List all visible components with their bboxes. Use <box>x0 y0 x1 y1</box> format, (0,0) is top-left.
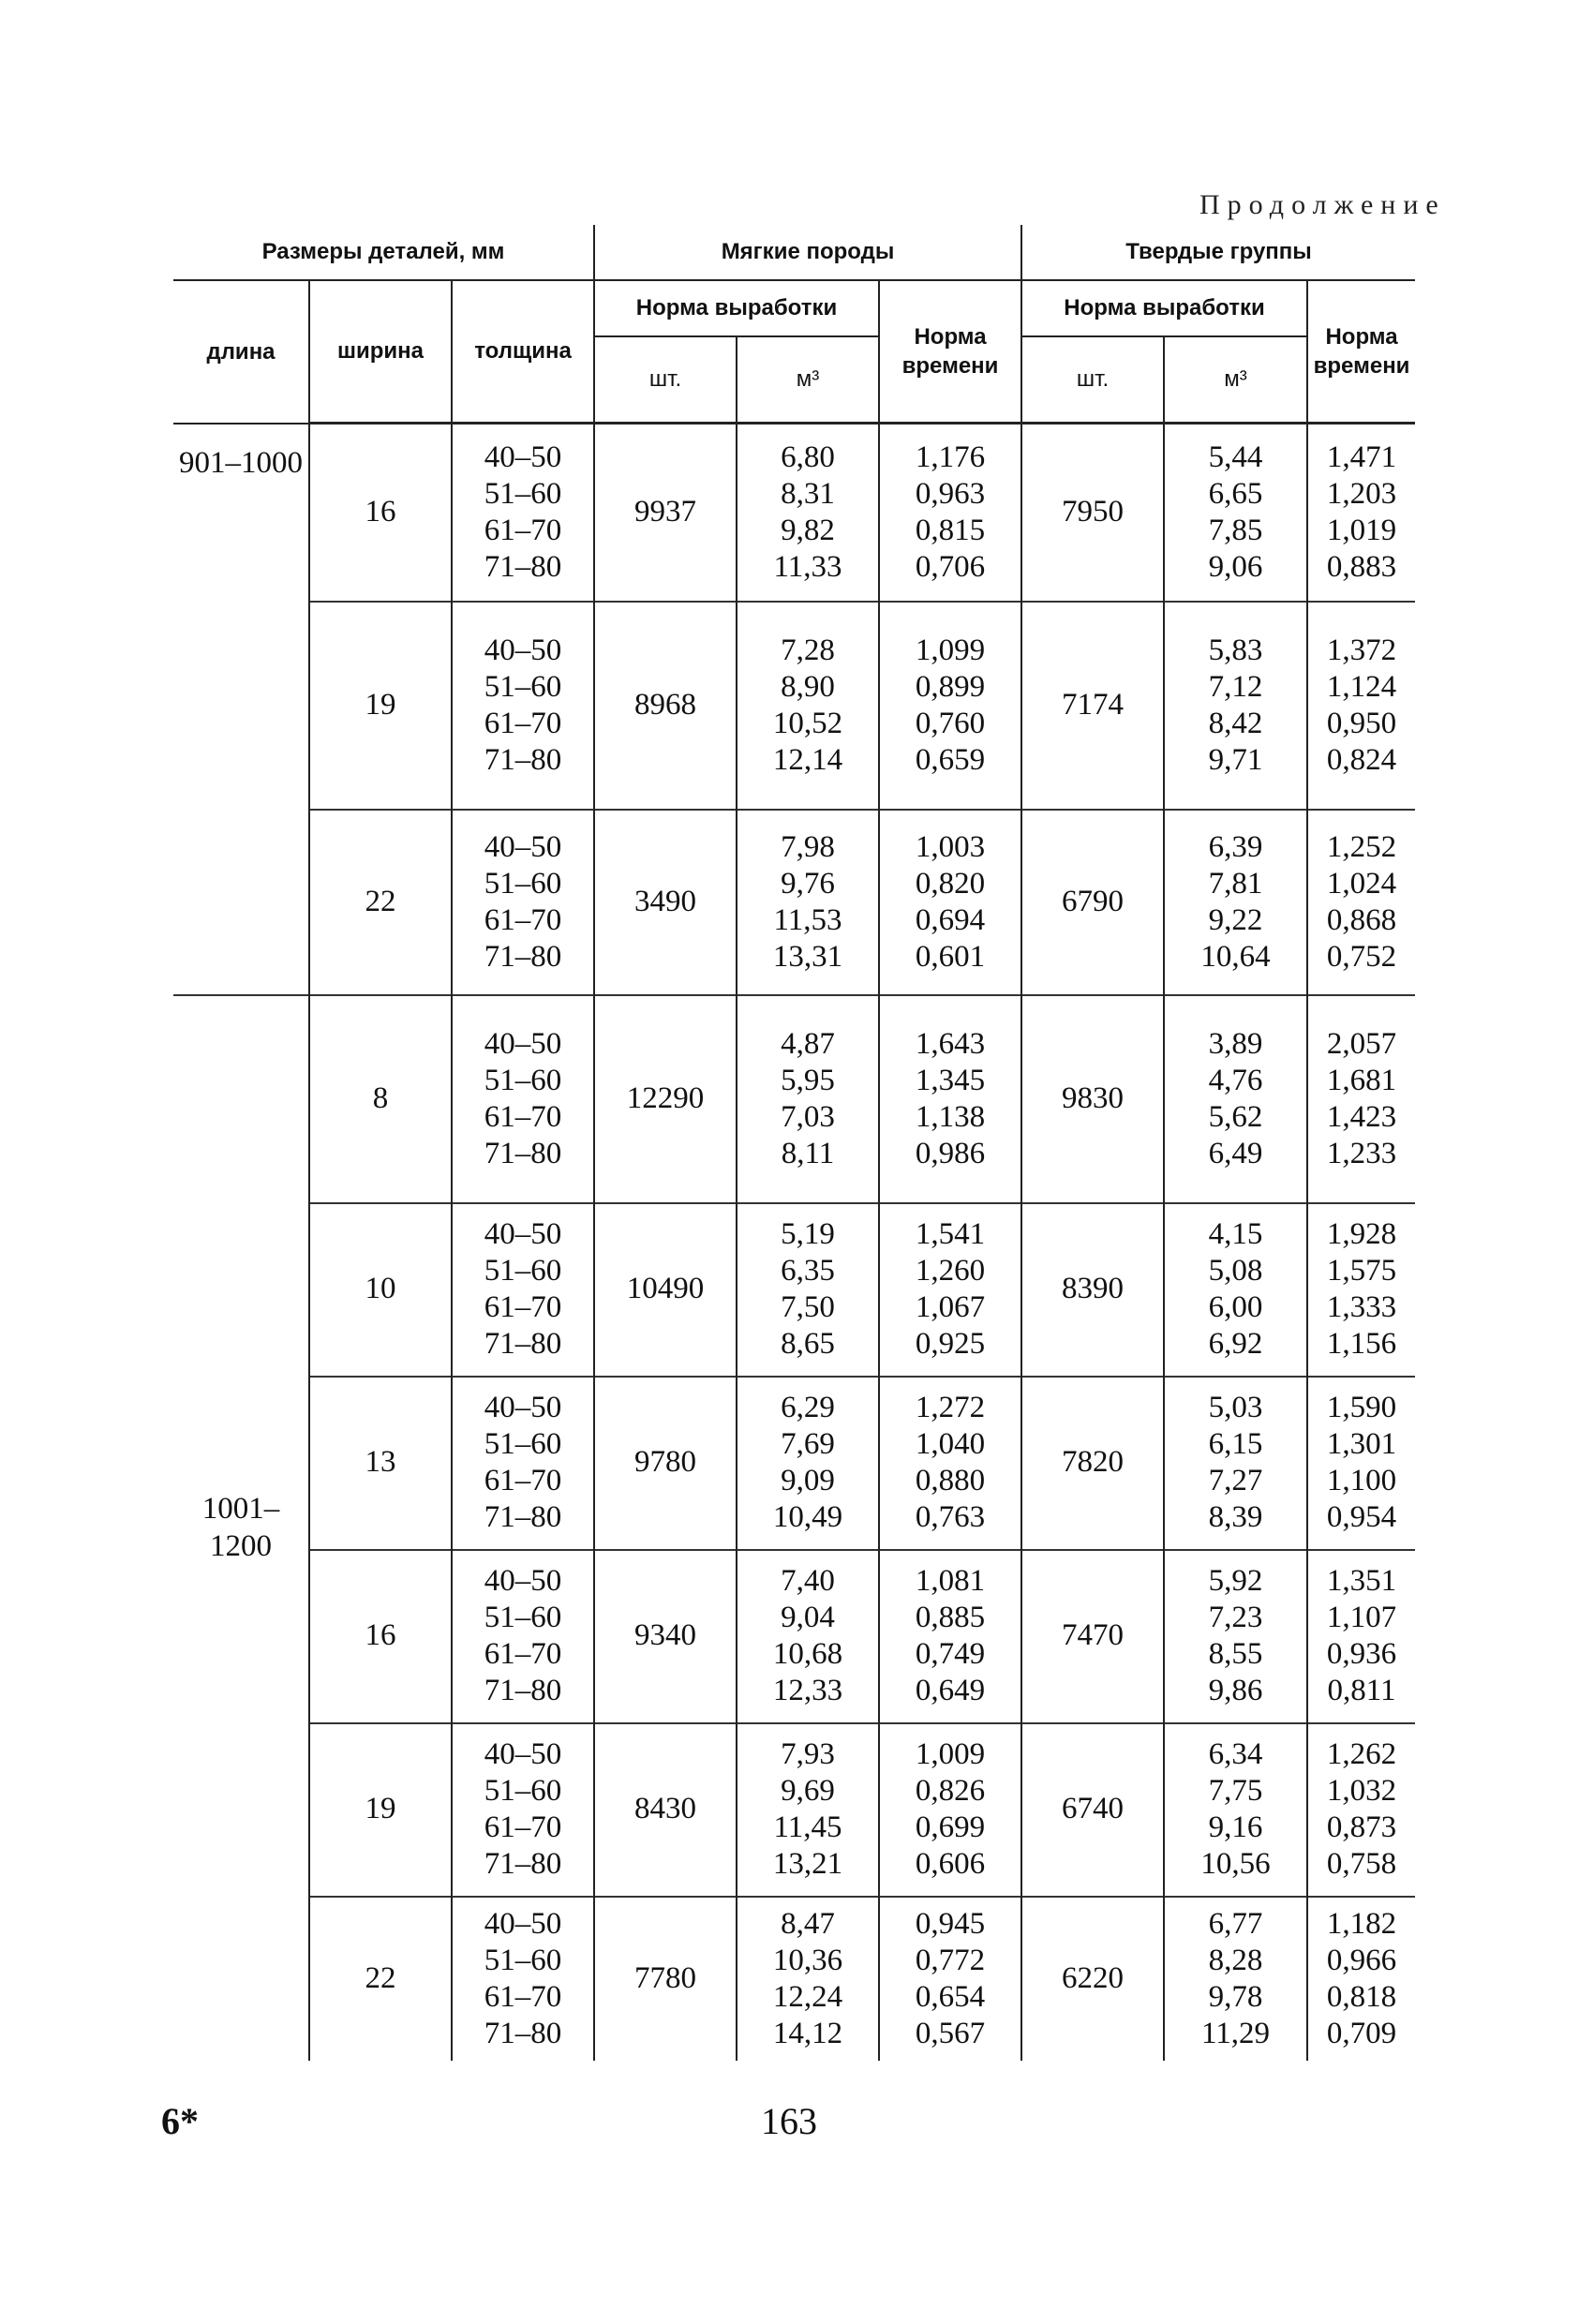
thickness-value: 61–70 <box>484 706 562 740</box>
table-row <box>173 1377 1415 1550</box>
time-soft-value: 0,699 <box>915 1810 986 1844</box>
time-soft-value: 0,763 <box>915 1500 986 1534</box>
m3-hard-value: 3,89 <box>1208 1026 1263 1061</box>
table-row <box>173 810 1415 995</box>
m3-soft-value: 11,53 <box>773 902 842 937</box>
m3-soft-value: 12,14 <box>772 742 843 777</box>
thickness-value: 40–50 <box>484 1026 562 1061</box>
width-cell: 8 <box>309 995 452 1203</box>
m3-hard-value: 6,77 <box>1208 1906 1263 1941</box>
header-output-norm-hard: Норма выработки <box>1021 280 1307 336</box>
m3-hard-value: 10,56 <box>1200 1847 1271 1881</box>
time-soft-value: 0,986 <box>915 1136 986 1170</box>
time-soft-value: 1,003 <box>915 829 986 864</box>
time-soft-cell <box>879 1723 1021 1897</box>
time-soft-value: 0,567 <box>915 2016 986 2050</box>
thickness-value: 40–50 <box>484 829 562 864</box>
thickness-value: 51–60 <box>484 1774 562 1808</box>
thickness-value: 51–60 <box>484 1063 562 1097</box>
thickness-value: 61–70 <box>484 1810 562 1844</box>
pcs-hard-cell: 8390 <box>1021 1203 1164 1377</box>
thickness-value: 61–70 <box>484 1099 562 1134</box>
header-pcs-hard: шт. <box>1021 336 1164 424</box>
time-hard-value: 1,024 <box>1326 866 1397 901</box>
m3-hard-value: 8,39 <box>1208 1500 1263 1534</box>
time-soft-value: 0,760 <box>915 706 986 740</box>
thickness-value: 61–70 <box>484 1464 562 1497</box>
time-hard-cell <box>1307 424 1415 602</box>
m3-hard-cell <box>1164 602 1307 810</box>
m3-soft-value: 9,76 <box>781 866 835 901</box>
m3-soft-cell <box>737 1377 879 1550</box>
thickness-value: 71–80 <box>484 1674 562 1707</box>
time-hard-value: 1,100 <box>1326 1464 1397 1497</box>
m3-hard-value: 7,12 <box>1208 669 1263 704</box>
time-hard-value: 0,818 <box>1326 1979 1397 2014</box>
m3-hard-cell <box>1164 1897 1307 2061</box>
time-soft-value: 0,945 <box>915 1906 986 1941</box>
table-row <box>173 1550 1415 1723</box>
m3-hard-value: 8,28 <box>1208 1943 1263 1977</box>
length-cell: 901–1000 <box>173 424 309 995</box>
time-soft-value: 0,826 <box>915 1774 986 1808</box>
thickness-value: 71–80 <box>484 939 562 974</box>
header-pcs-soft: шт. <box>594 336 737 424</box>
thickness-cell <box>452 1203 594 1377</box>
m3-soft-value: 7,03 <box>781 1099 835 1134</box>
header-time-norm-soft: Норма времени <box>879 280 1021 424</box>
time-hard-value: 1,590 <box>1326 1391 1397 1424</box>
header-time-norm-hard: Норма времени <box>1307 280 1415 424</box>
m3-hard-value: 6,39 <box>1208 829 1263 864</box>
time-soft-cell <box>879 1203 1021 1377</box>
time-hard-value: 1,928 <box>1326 1217 1397 1251</box>
time-hard-value: 0,950 <box>1326 706 1397 740</box>
m3-soft-value: 9,09 <box>781 1464 835 1497</box>
time-soft-value: 0,885 <box>915 1601 986 1634</box>
pcs-hard-cell: 6740 <box>1021 1723 1164 1897</box>
time-hard-cell <box>1307 810 1415 995</box>
thickness-cell <box>452 1550 594 1723</box>
time-soft-value: 1,176 <box>915 439 986 474</box>
time-hard-value: 1,575 <box>1326 1254 1397 1288</box>
table-row <box>173 1203 1415 1377</box>
thickness-value: 40–50 <box>484 1391 562 1424</box>
pcs-soft-cell: 12290 <box>594 995 737 1203</box>
m3-hard-cell <box>1164 424 1307 602</box>
norms-table <box>173 225 1415 2061</box>
pcs-soft-cell: 9780 <box>594 1377 737 1550</box>
m3-hard-value: 6,92 <box>1208 1327 1263 1361</box>
time-hard-cell <box>1307 1723 1415 1897</box>
thickness-value: 71–80 <box>484 1847 562 1881</box>
time-hard-value: 1,423 <box>1326 1099 1397 1134</box>
m3-soft-cell <box>737 1897 879 2061</box>
thickness-value: 40–50 <box>484 1737 562 1771</box>
m3-soft-value: 11,33 <box>773 549 842 584</box>
width-cell: 22 <box>309 1897 452 2061</box>
time-hard-value: 0,873 <box>1326 1810 1397 1844</box>
m3-hard-cell <box>1164 1203 1307 1377</box>
time-soft-value: 1,138 <box>915 1099 986 1134</box>
time-soft-value: 0,601 <box>915 939 986 974</box>
time-soft-value: 0,649 <box>915 1674 986 1707</box>
time-soft-value: 0,749 <box>915 1637 986 1671</box>
m3-hard-value: 8,42 <box>1208 706 1263 740</box>
m3-soft-value: 7,93 <box>781 1737 835 1771</box>
m3-soft-value: 8,47 <box>781 1906 835 1941</box>
table-row <box>173 1897 1415 2061</box>
m3-soft-value: 13,31 <box>772 939 843 974</box>
thickness-value: 40–50 <box>484 439 562 474</box>
time-soft-value: 1,260 <box>915 1254 986 1288</box>
m3-soft-value: 7,50 <box>781 1290 835 1324</box>
time-soft-value: 1,067 <box>915 1290 986 1324</box>
m3-soft-cell <box>737 602 879 810</box>
m3-hard-value: 5,92 <box>1208 1564 1263 1598</box>
time-soft-value: 0,654 <box>915 1979 986 2014</box>
pcs-soft-cell: 9937 <box>594 424 737 602</box>
thickness-cell <box>452 810 594 995</box>
time-hard-value: 1,156 <box>1326 1327 1397 1361</box>
time-soft-value: 0,706 <box>915 549 986 584</box>
m3-hard-value: 7,81 <box>1208 866 1263 901</box>
m3-hard-value: 7,85 <box>1208 513 1263 547</box>
thickness-value: 61–70 <box>484 1979 562 2014</box>
time-hard-value: 0,752 <box>1326 939 1397 974</box>
time-soft-value: 0,694 <box>915 902 986 937</box>
time-soft-value: 1,099 <box>915 633 986 667</box>
time-hard-value: 0,868 <box>1326 902 1397 937</box>
time-soft-value: 1,345 <box>915 1063 986 1097</box>
time-soft-value: 1,081 <box>915 1564 986 1598</box>
m3-hard-value: 4,15 <box>1208 1217 1263 1251</box>
m3-hard-value: 5,03 <box>1208 1391 1263 1424</box>
thickness-cell <box>452 995 594 1203</box>
time-hard-value: 1,681 <box>1326 1063 1397 1097</box>
time-soft-value: 0,899 <box>915 669 986 704</box>
m3-soft-value: 7,40 <box>781 1564 835 1598</box>
m3-hard-value: 9,71 <box>1208 742 1263 777</box>
time-soft-cell <box>879 1550 1021 1723</box>
thickness-value: 71–80 <box>484 1500 562 1534</box>
time-soft-value: 0,963 <box>915 476 986 511</box>
width-cell: 19 <box>309 1723 452 1897</box>
header-thickness: толщина <box>452 280 594 424</box>
continuation-label: Продолжение <box>1199 189 1446 220</box>
m3-soft-value: 14,12 <box>772 2016 843 2050</box>
time-hard-value: 2,057 <box>1326 1026 1397 1061</box>
m3-hard-value: 7,75 <box>1208 1774 1263 1808</box>
pcs-hard-cell: 7174 <box>1021 602 1164 810</box>
time-soft-value: 1,272 <box>915 1391 986 1424</box>
time-soft-value: 0,772 <box>915 1943 986 1977</box>
time-hard-cell <box>1307 1550 1415 1723</box>
thickness-value: 40–50 <box>484 1906 562 1941</box>
time-soft-cell <box>879 602 1021 810</box>
m3-hard-cell <box>1164 810 1307 995</box>
time-hard-value: 0,966 <box>1326 1943 1397 1977</box>
time-hard-cell <box>1307 995 1415 1203</box>
thickness-value: 71–80 <box>484 742 562 777</box>
m3-hard-value: 6,34 <box>1208 1737 1263 1771</box>
thickness-cell <box>452 1723 594 1897</box>
time-hard-value: 1,203 <box>1326 476 1397 511</box>
thickness-value: 40–50 <box>484 1217 562 1251</box>
pcs-hard-cell: 6790 <box>1021 810 1164 995</box>
time-hard-cell <box>1307 1377 1415 1550</box>
m3-hard-cell <box>1164 995 1307 1203</box>
m3-soft-value: 6,80 <box>781 439 835 474</box>
pcs-hard-cell: 6220 <box>1021 1897 1164 2061</box>
m3-soft-value: 10,52 <box>772 706 843 740</box>
m3-soft-value: 9,04 <box>781 1601 835 1634</box>
header-sizes: Размеры деталей, мм <box>173 225 594 280</box>
width-cell: 16 <box>309 424 452 602</box>
thickness-value: 40–50 <box>484 1564 562 1598</box>
m3-hard-cell <box>1164 1377 1307 1550</box>
m3-hard-value: 7,23 <box>1208 1601 1263 1634</box>
time-soft-value: 0,820 <box>915 866 986 901</box>
header-m3-hard: м³ <box>1164 336 1307 424</box>
m3-soft-value: 4,87 <box>781 1026 835 1061</box>
norms-table-wrapper <box>173 225 1415 2061</box>
m3-hard-value: 9,16 <box>1208 1810 1263 1844</box>
m3-soft-value: 5,95 <box>781 1063 835 1097</box>
thickness-value: 61–70 <box>484 1290 562 1324</box>
m3-hard-value: 5,62 <box>1208 1099 1263 1134</box>
width-cell: 10 <box>309 1203 452 1377</box>
thickness-value: 71–80 <box>484 1327 562 1361</box>
time-soft-cell <box>879 1377 1021 1550</box>
length-cell: 1001–1200 <box>173 995 309 2061</box>
m3-hard-value: 9,06 <box>1208 549 1263 584</box>
thickness-cell <box>452 424 594 602</box>
time-soft-value: 0,659 <box>915 742 986 777</box>
m3-soft-value: 8,90 <box>781 669 835 704</box>
header-width: ширина <box>309 280 452 424</box>
thickness-value: 71–80 <box>484 2016 562 2050</box>
m3-soft-cell <box>737 810 879 995</box>
time-hard-value: 1,032 <box>1326 1774 1397 1808</box>
signature-mark: 6* <box>161 2100 199 2142</box>
pcs-soft-cell: 10490 <box>594 1203 737 1377</box>
time-soft-value: 0,606 <box>915 1847 986 1881</box>
m3-hard-value: 4,76 <box>1208 1063 1263 1097</box>
m3-soft-value: 9,69 <box>781 1774 835 1808</box>
m3-hard-value: 5,44 <box>1208 439 1263 474</box>
m3-soft-cell <box>737 424 879 602</box>
pcs-hard-cell: 7470 <box>1021 1550 1164 1723</box>
m3-hard-value: 5,83 <box>1208 633 1263 667</box>
thickness-value: 61–70 <box>484 513 562 547</box>
m3-soft-value: 10,68 <box>772 1637 843 1671</box>
time-soft-value: 1,643 <box>915 1026 986 1061</box>
m3-hard-cell <box>1164 1550 1307 1723</box>
m3-hard-value: 9,22 <box>1208 902 1263 937</box>
m3-hard-cell <box>1164 1723 1307 1897</box>
thickness-value: 51–60 <box>484 1427 562 1461</box>
time-hard-value: 1,471 <box>1326 439 1397 474</box>
m3-soft-value: 7,28 <box>781 633 835 667</box>
m3-hard-value: 10,64 <box>1200 939 1271 974</box>
m3-soft-value: 8,11 <box>781 1136 835 1170</box>
time-hard-cell <box>1307 1897 1415 2061</box>
time-hard-value: 1,351 <box>1326 1564 1397 1598</box>
time-soft-value: 0,880 <box>915 1464 986 1497</box>
time-hard-value: 1,262 <box>1326 1737 1397 1771</box>
time-hard-value: 0,811 <box>1327 1674 1396 1707</box>
time-hard-cell <box>1307 1203 1415 1377</box>
time-hard-value: 0,824 <box>1326 742 1397 777</box>
m3-hard-value: 8,55 <box>1208 1637 1263 1671</box>
m3-hard-value: 9,86 <box>1208 1674 1263 1707</box>
time-hard-value: 1,333 <box>1326 1290 1397 1324</box>
thickness-value: 61–70 <box>484 902 562 937</box>
m3-hard-value: 7,27 <box>1208 1464 1263 1497</box>
table-row <box>173 995 1415 1203</box>
header-m3-soft: м³ <box>737 336 879 424</box>
m3-soft-value: 7,69 <box>781 1427 835 1461</box>
thickness-value: 51–60 <box>484 866 562 901</box>
m3-soft-value: 7,98 <box>781 829 835 864</box>
time-soft-value: 1,541 <box>915 1217 986 1251</box>
time-soft-cell <box>879 810 1021 995</box>
thickness-value: 40–50 <box>484 633 562 667</box>
page-number: 163 <box>761 2100 817 2142</box>
time-soft-value: 0,925 <box>915 1327 986 1361</box>
thickness-cell <box>452 602 594 810</box>
time-soft-cell <box>879 1897 1021 2061</box>
time-soft-value: 0,815 <box>915 513 986 547</box>
thickness-value: 61–70 <box>484 1637 562 1671</box>
m3-soft-value: 11,45 <box>773 1810 842 1844</box>
width-cell: 13 <box>309 1377 452 1550</box>
time-hard-value: 1,233 <box>1326 1136 1397 1170</box>
m3-hard-value: 6,15 <box>1208 1427 1263 1461</box>
m3-hard-value: 5,08 <box>1208 1254 1263 1288</box>
thickness-value: 71–80 <box>484 1136 562 1170</box>
time-hard-value: 0,709 <box>1326 2016 1397 2050</box>
thickness-value: 51–60 <box>484 1254 562 1288</box>
table-header <box>173 225 1415 424</box>
time-soft-cell <box>879 424 1021 602</box>
m3-soft-value: 10,36 <box>772 1943 843 1977</box>
thickness-cell <box>452 1897 594 2061</box>
pcs-soft-cell: 8968 <box>594 602 737 810</box>
table-row <box>173 1723 1415 1897</box>
m3-soft-cell <box>737 995 879 1203</box>
m3-soft-value: 6,35 <box>781 1254 835 1288</box>
m3-soft-value: 9,82 <box>781 513 835 547</box>
time-soft-value: 1,009 <box>915 1737 986 1771</box>
table-row <box>173 424 1415 602</box>
m3-hard-value: 6,00 <box>1208 1290 1263 1324</box>
width-cell: 22 <box>309 810 452 995</box>
time-soft-value: 1,040 <box>915 1427 986 1461</box>
pcs-soft-cell: 7780 <box>594 1897 737 2061</box>
width-cell: 16 <box>309 1550 452 1723</box>
thickness-value: 71–80 <box>484 549 562 584</box>
thickness-value: 51–60 <box>484 1943 562 1977</box>
m3-soft-value: 12,33 <box>772 1674 843 1707</box>
m3-soft-value: 8,65 <box>781 1327 835 1361</box>
time-hard-value: 1,124 <box>1326 669 1397 704</box>
time-hard-value: 1,252 <box>1326 829 1397 864</box>
pcs-soft-cell: 9340 <box>594 1550 737 1723</box>
time-hard-value: 1,019 <box>1326 513 1397 547</box>
header-soft: Мягкие породы <box>594 225 1021 280</box>
header-output-norm-soft: Норма выработки <box>594 280 879 336</box>
time-hard-value: 1,372 <box>1326 633 1397 667</box>
time-hard-value: 0,936 <box>1326 1637 1397 1671</box>
thickness-value: 51–60 <box>484 476 562 511</box>
m3-soft-value: 8,31 <box>781 476 835 511</box>
time-hard-value: 0,883 <box>1326 549 1397 584</box>
m3-soft-value: 5,19 <box>781 1217 835 1251</box>
pcs-hard-cell: 9830 <box>1021 995 1164 1203</box>
m3-soft-cell <box>737 1203 879 1377</box>
time-hard-cell <box>1307 602 1415 810</box>
header-hard: Твердые группы <box>1021 225 1415 280</box>
pcs-hard-cell: 7820 <box>1021 1377 1164 1550</box>
time-hard-value: 1,182 <box>1326 1906 1397 1941</box>
time-hard-value: 0,954 <box>1326 1500 1397 1534</box>
table-row <box>173 602 1415 810</box>
thickness-cell <box>452 1377 594 1550</box>
time-hard-value: 1,107 <box>1326 1601 1397 1634</box>
m3-hard-value: 11,29 <box>1201 2016 1271 2050</box>
m3-soft-value: 10,49 <box>772 1500 843 1534</box>
m3-soft-value: 12,24 <box>772 1979 843 2014</box>
thickness-value: 51–60 <box>484 1601 562 1634</box>
width-cell: 19 <box>309 602 452 810</box>
thickness-value: 51–60 <box>484 669 562 704</box>
pcs-soft-cell: 3490 <box>594 810 737 995</box>
m3-soft-value: 6,29 <box>781 1391 835 1424</box>
m3-hard-value: 6,65 <box>1208 476 1263 511</box>
m3-hard-value: 9,78 <box>1208 1979 1263 2014</box>
pcs-soft-cell: 8430 <box>594 1723 737 1897</box>
table-body <box>173 424 1415 2061</box>
m3-soft-cell <box>737 1550 879 1723</box>
time-soft-cell <box>879 995 1021 1203</box>
m3-soft-value: 13,21 <box>772 1847 843 1881</box>
pcs-hard-cell: 7950 <box>1021 424 1164 602</box>
m3-soft-cell <box>737 1723 879 1897</box>
time-hard-value: 0,758 <box>1326 1847 1397 1881</box>
time-hard-value: 1,301 <box>1326 1427 1397 1461</box>
m3-hard-value: 6,49 <box>1208 1136 1263 1170</box>
header-length: длина <box>173 280 309 424</box>
